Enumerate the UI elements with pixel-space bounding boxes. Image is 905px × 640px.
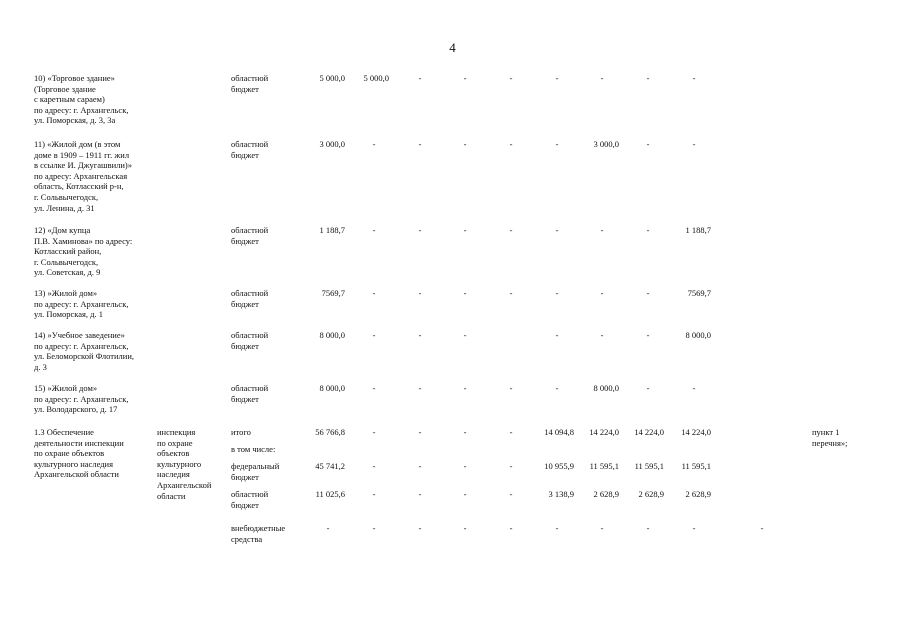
note: пункт 1 перечня»;: [812, 427, 848, 448]
object-name: 14) »Учебное заведение» по адресу: г. Архангельск, ул. Беломорской Флотилии, д. 3: [34, 330, 135, 372]
year-value: -: [692, 383, 696, 393]
year-value: -: [372, 489, 376, 499]
year-value: -: [418, 383, 422, 393]
year-value: -: [463, 489, 467, 499]
year-value: 2 628,9: [685, 489, 711, 499]
year-value: -: [509, 225, 513, 235]
year-value: -: [372, 288, 376, 298]
total-value: -: [326, 523, 330, 533]
year-value: -: [463, 461, 467, 471]
year-value: -: [463, 73, 467, 83]
year-value: -: [372, 383, 376, 393]
year-value: -: [646, 139, 650, 149]
year-value: 10 955,9: [544, 461, 574, 471]
total-value: 8 000,0: [319, 330, 345, 340]
year-value: -: [372, 139, 376, 149]
year-value: -: [692, 139, 696, 149]
year-value: -: [418, 225, 422, 235]
year-value: -: [555, 225, 559, 235]
year-value: -: [463, 225, 467, 235]
year-value: 8 000,0: [593, 383, 619, 393]
year-value: -: [600, 73, 604, 83]
year-value: 11 595,1: [589, 461, 619, 471]
year-value: -: [418, 461, 422, 471]
year-value: -: [600, 330, 604, 340]
funding-source: областной бюджет: [231, 489, 269, 510]
section-name: 1.3 Обеспечение деятельности инспекции по охране объектов культурного наследия Архангельской области: [34, 427, 124, 480]
year-value: -: [418, 489, 422, 499]
year-value: -: [509, 139, 513, 149]
funding-source: областной бюджет: [231, 225, 269, 246]
year-value: 11 595,1: [634, 461, 664, 471]
object-name: 12) «Дом купца П.В. Хаминова» по адресу: Котласский район, г. Сольвычегодск, ул. Советская, д. 9: [34, 225, 133, 278]
object-name: 10) «Торговое здание» (Торговое здание с каретным сараем) по адресу: г. Архангельск, ул. Поморская, д. 3, 3а: [34, 73, 129, 126]
year-value: 14 224,0: [634, 427, 664, 437]
year-value: -: [372, 330, 376, 340]
year-value: -: [555, 330, 559, 340]
object-name: 13) »Жилой дом» по адресу: г. Архангельск, ул. Поморская, д. 1: [34, 288, 129, 320]
funding-source: в том числе:: [231, 444, 276, 454]
year-value: -: [509, 288, 513, 298]
year-value: -: [646, 73, 650, 83]
year-value: -: [372, 427, 376, 437]
year-value: 3 138,9: [548, 489, 574, 499]
year-value: -: [418, 73, 422, 83]
funding-source: областной бюджет: [231, 288, 269, 309]
funding-source: областной бюджет: [231, 139, 269, 160]
year-value: -: [509, 489, 513, 499]
year-value: -: [760, 523, 764, 533]
year-value: -: [509, 383, 513, 393]
year-value: 2 628,9: [638, 489, 664, 499]
year-value: -: [463, 523, 467, 533]
year-value: -: [418, 427, 422, 437]
total-value: 3 000,0: [319, 139, 345, 149]
year-value: 7569,7: [687, 288, 711, 298]
year-value: -: [509, 523, 513, 533]
executor: инспекция по охране объектов культурного наследия Архангельской области: [157, 427, 212, 501]
year-value: 14 224,0: [589, 427, 619, 437]
year-value: -: [646, 523, 650, 533]
year-value: -: [555, 288, 559, 298]
year-value: -: [555, 383, 559, 393]
year-value: -: [646, 383, 650, 393]
year-value: -: [418, 330, 422, 340]
total-value: 5 000,0: [319, 73, 345, 83]
funding-source: областной бюджет: [231, 73, 269, 94]
total-value: 45 741,2: [315, 461, 345, 471]
year-value: -: [600, 225, 604, 235]
year-value: -: [372, 225, 376, 235]
object-name: 15) »Жилой дом» по адресу: г. Архангельск, ул. Володарского, д. 17: [34, 383, 129, 415]
year-value: 3 000,0: [593, 139, 619, 149]
year-value: 14 224,0: [681, 427, 711, 437]
year-value: -: [555, 523, 559, 533]
year-value: 1 188,7: [685, 225, 711, 235]
year-value: -: [600, 288, 604, 298]
total-value: 8 000,0: [319, 383, 345, 393]
year-value: 2 628,9: [593, 489, 619, 499]
year-value: -: [463, 288, 467, 298]
year-value: -: [418, 288, 422, 298]
year-value: -: [509, 461, 513, 471]
year-value: -: [463, 139, 467, 149]
total-value: 7569,7: [321, 288, 345, 298]
total-value: 1 188,7: [319, 225, 345, 235]
year-value: 11 595,1: [681, 461, 711, 471]
year-value: -: [418, 139, 422, 149]
funding-source: итого: [231, 427, 251, 437]
year-value: -: [509, 73, 513, 83]
funding-source: внебюджетные средства: [231, 523, 286, 544]
year-value: -: [646, 288, 650, 298]
total-value: 56 766,8: [315, 427, 345, 437]
page-number: 4: [449, 40, 456, 55]
funding-source: федеральный бюджет: [231, 461, 280, 482]
year-value: -: [463, 427, 467, 437]
object-name: 11) «Жилой дом (в этом доме в 1909 – 1911 гг. жил в ссылке И. Джугашвили)» по адресу: Архангельская область, Котласский р-н, г. Сольвычегодск, ул. Ленина, д. 31: [34, 139, 132, 213]
funding-source: областной бюджет: [231, 383, 269, 404]
year-value: -: [600, 523, 604, 533]
total-value: 11 025,6: [315, 489, 345, 499]
year-value: -: [418, 523, 422, 533]
year-value: -: [692, 523, 696, 533]
year-value: -: [463, 383, 467, 393]
year-value: -: [555, 139, 559, 149]
year-value: -: [509, 427, 513, 437]
year-value: 5 000,0: [363, 73, 389, 83]
year-value: 14 094,8: [544, 427, 574, 437]
year-value: -: [463, 330, 467, 340]
year-value: -: [646, 330, 650, 340]
year-value: -: [646, 225, 650, 235]
year-value: 8 000,0: [685, 330, 711, 340]
year-value: -: [372, 523, 376, 533]
year-value: -: [372, 461, 376, 471]
year-value: -: [692, 73, 696, 83]
funding-source: областной бюджет: [231, 330, 269, 351]
year-value: -: [555, 73, 559, 83]
